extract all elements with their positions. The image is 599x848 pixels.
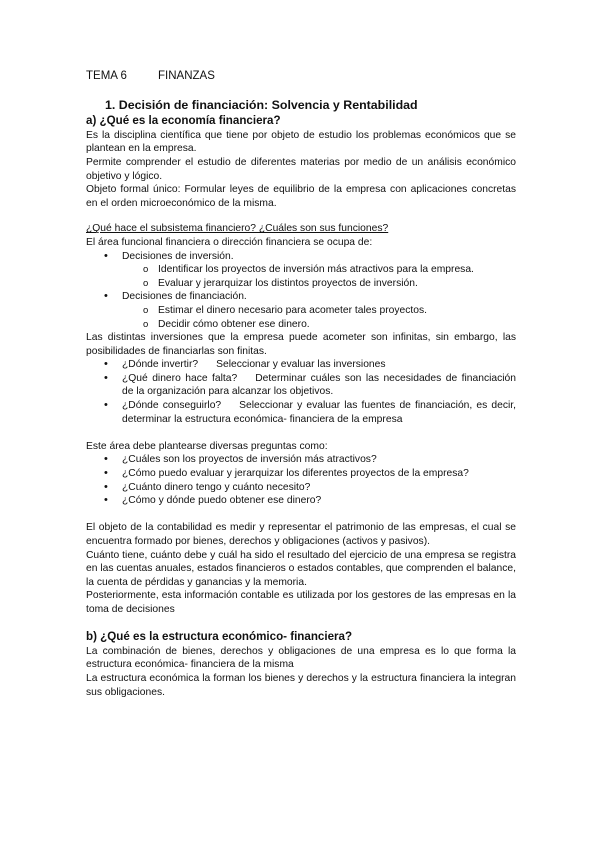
section-heading: 1. Decisión de financiación: Solvencia y Rentabilidad <box>105 97 418 112</box>
sub-list-item: o Evaluar y jerarquizar los distintos proyectos de inversión. <box>86 277 516 291</box>
topic-number: TEMA 6 <box>86 70 127 82</box>
sub-list-item: o Estimar el dinero necesario para acometer tales proyectos. <box>86 304 516 318</box>
subsection-b-heading: b) ¿Qué es la estructura económico- financiera? <box>86 630 353 644</box>
paragraph: La combinación de bienes, derechos y obligaciones de una empresa es lo que forma la estructura económica- financiera de la misma <box>86 645 516 671</box>
list-item: • Decisiones de inversión. <box>86 250 516 264</box>
bullet-list <box>86 250 516 332</box>
document-page <box>86 70 516 699</box>
answer-text: Determinar cuáles son las necesidades de financiación de la organización para alcanzar los objetivos. <box>122 372 516 398</box>
paragraph: El objeto de la contabilidad es medir y representar el patrimonio de las empresas, el cual se encuentra formado por bienes, derechos y obligaciones (activos y pasivos). <box>86 522 516 547</box>
topic-header <box>86 70 516 84</box>
paragraph: Las distintas inversiones que la empresa puede acometer son infinitas, sin embargo, las posibilidades de financiarlas son finitas. <box>86 332 516 357</box>
answer-text: Seleccionar y evaluar las inversiones <box>216 359 386 371</box>
paragraph: Permite comprender el estudio de diferentes materias por medio de un análisis económico objetivo y lógico. <box>86 156 516 182</box>
underlined-question: ¿Qué hace el subsistema financiero? ¿Cuáles son sus funciones? <box>86 223 389 235</box>
topic-title: FINANZAS <box>158 70 215 82</box>
paragraph: Cuánto tiene, cuánto debe y cuál ha sido el resultado del ejercicio de una empresa se registra en las cuentas anuales, estados financieros o estados contables, que comprenden el balance, la cuenta de pérdidas y ganancias y la memoria. <box>86 549 516 588</box>
sub-list-item: o Decidir cómo obtener ese dinero. <box>86 318 516 332</box>
list-item: • ¿Cómo y dónde puedo obtener ese dinero? <box>86 494 516 508</box>
list-item: • ¿Cómo puedo evaluar y jerarquizar los diferentes proyectos de la empresa? <box>86 467 516 481</box>
answer-text: Seleccionar y evaluar las fuentes de financiación, es decir, determinar la estructura económica- financiera de la empresa <box>122 400 516 425</box>
question-text: ¿Qué dinero hace falta? <box>122 372 238 384</box>
paragraph: Este área debe plantearse diversas preguntas como: <box>86 440 328 452</box>
paragraph: Es la disciplina científica que tiene por objeto de estudio los problemas económicos que se plantean en la empresa. <box>86 129 516 155</box>
list-item <box>86 372 516 399</box>
list-item <box>86 358 516 372</box>
bullet-list <box>86 453 516 507</box>
paragraph: Objeto formal único: Formular leyes de equilibrio de la empresa con aplicaciones concretas en el orden microeconómico de la misma. <box>86 184 516 209</box>
paragraph: Posteriormente, esta información contable es utilizada por los gestores de las empresas en la toma de decisiones <box>86 590 516 615</box>
paragraph: La estructura económica la forman los bienes y derechos y la estructura financiera la integran sus obligaciones. <box>86 672 516 698</box>
question-text: ¿Dónde invertir? <box>122 359 199 371</box>
question-text: ¿Dónde conseguirlo? <box>122 400 222 412</box>
subsection-a-heading: a) ¿Qué es la economía financiera? <box>86 114 281 128</box>
question-list <box>86 358 516 426</box>
list-item: • ¿Cuánto dinero tengo y cuánto necesito? <box>86 481 516 495</box>
list-item: • Decisiones de financiación. <box>86 290 516 304</box>
list-item: • ¿Cuáles son los proyectos de inversión más atractivos? <box>86 453 516 467</box>
list-item <box>86 399 516 426</box>
sub-list-item: o Identificar los proyectos de inversión más atractivos para la empresa. <box>86 263 516 277</box>
paragraph: El área funcional financiera o dirección financiera se ocupa de: <box>86 236 373 248</box>
